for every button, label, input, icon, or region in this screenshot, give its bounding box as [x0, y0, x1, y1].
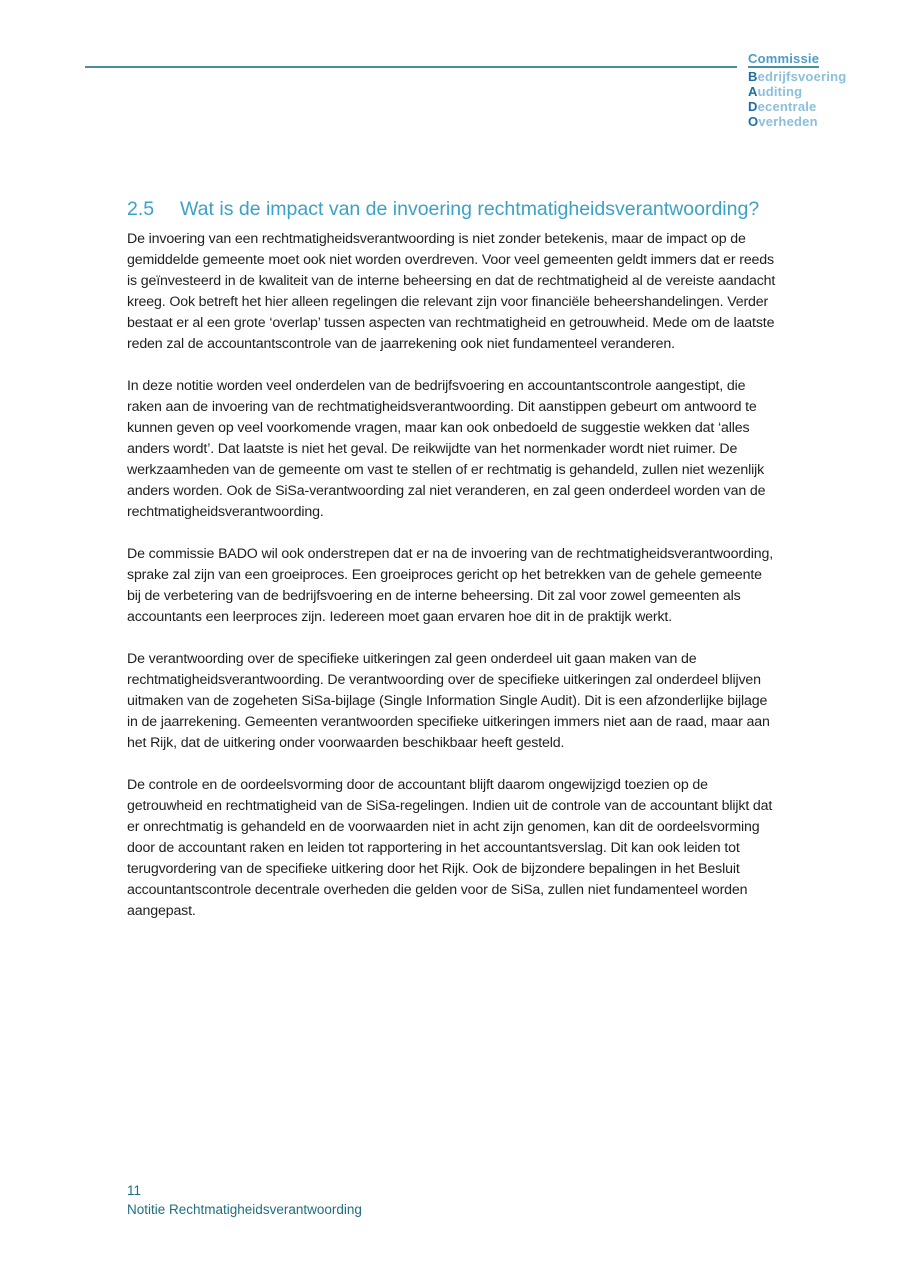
page-number: 11	[127, 1183, 142, 1198]
logo-word-bedrijfsvoering: Bedrijfsvoering	[748, 69, 847, 84]
footer-doc-title: Notitie Rechtmatigheidsverantwoording	[127, 1201, 362, 1217]
body-text	[127, 229, 777, 943]
logo-word-decentrale: Decentrale	[748, 99, 817, 114]
logo-commissie: Commissie	[748, 51, 820, 66]
section-heading	[127, 196, 807, 222]
section-title: Wat is de impact van de invoering rechtmatigheidsverantwoording?	[180, 198, 760, 220]
header-rule	[85, 66, 737, 68]
logo-word-overheden: Overheden	[748, 114, 818, 129]
logo-word-auditing: Auditing	[748, 84, 803, 99]
paragraph-impact-invoering: De invoering van een rechtmatigheidsverantwoording is niet zonder betekenis, maar de impact op de gemiddelde gemeente moet ook niet worden overdreven. Voor veel gemeenten geldt immers dat er reeds is geïnvesteerd in de kwaliteit van de interne beheersing en dat de rechtmatigheid al de vereiste aandacht kreeg. Ook betreft het hier alleen regelingen die relevant zijn voor financiële beheershandelingen. Verder bestaat er al een grote ‘overlap’ tussen aspecten van rechtmatigheid en getrouwheid. Mede om de laatste reden zal de accountantscontrole van de jaarrekening ook niet fundamenteel veranderen.	[127, 231, 776, 352]
bado-logo	[748, 51, 846, 129]
paragraph-controle-oordeelsvorming: De controle en de oordeelsvorming door de accountant blijft daarom ongewijzigd toezien op de getrouwheid en rechtmatigheid van de SiSa-regelingen. Indien uit de controle van de accountant blijkt dat er onrechtmatig is gehandeld en de voorwaarden niet in acht zijn genomen, kan dit de oordeelsvorming door de accountant raken en leiden tot rapportering in het accountantsverslag. Dit kan ook leiden tot terugvordering van de specifieke uitkering door het Rijk. Ook de bijzondere bepalingen in het Besluit accountantscontrole decentrale overheden die gelden voor de SiSa, zullen niet fundamenteel worden aangepast.	[127, 777, 773, 919]
paragraph-commissie-groeiproces: De commissie BADO wil ook onderstrepen dat er na de invoering van de rechtmatigheidsverantwoording, sprake zal zijn van een groeiproces. Een groeiproces gericht op het betrekken van de gehele gemeente bij de verbetering van de bedrijfsvoering en de interne beheersing. Dit zal voor zowel gemeenten als accountants een leerproces zijn. Iedereen moet gaan ervaren hoe dit in de praktijk werkt.	[127, 546, 773, 625]
paragraph-notitie-onderdelen: In deze notitie worden veel onderdelen van de bedrijfsvoering en accountantscontrole aangestipt, die raken aan de invoering van de rechtmatigheidsverantwoording. Dit aanstippen gebeurt om antwoord te kunnen geven op veel voorkomende vragen, maar kan ook onbedoeld de suggestie wekken dat ‘alles anders wordt’. Dat laatste is niet het geval. De reikwijdte van het normenkader wordt niet ruimer. De werkzaamheden van de gemeente om vast te stellen of er rechtmatig is gehandeld, zullen niet wezenlijk anders worden. Ook de SiSa-verantwoording zal niet veranderen, en zal geen onderdeel worden van de rechtmatigheidsverantwoording.	[127, 378, 766, 520]
page-footer	[127, 1182, 362, 1219]
paragraph-specifieke-uitkeringen: De verantwoording over de specifieke uitkeringen zal geen onderdeel uit gaan maken van de rechtmatigheidsverantwoording. De verantwoording over de specifieke uitkeringen zal onderdeel blijven uitmaken van de zogeheten SiSa-bijlage (Single Information Single Audit). Dit is een afzonderlijke bijlage in de jaarrekening. Gemeenten verantwoorden specifieke uitkeringen immers niet aan de raad, maar aan het Rijk, dat de uitkering onder voorwaarden beschikbaar heeft gesteld.	[127, 651, 770, 751]
section-number: 2.5	[127, 198, 155, 220]
